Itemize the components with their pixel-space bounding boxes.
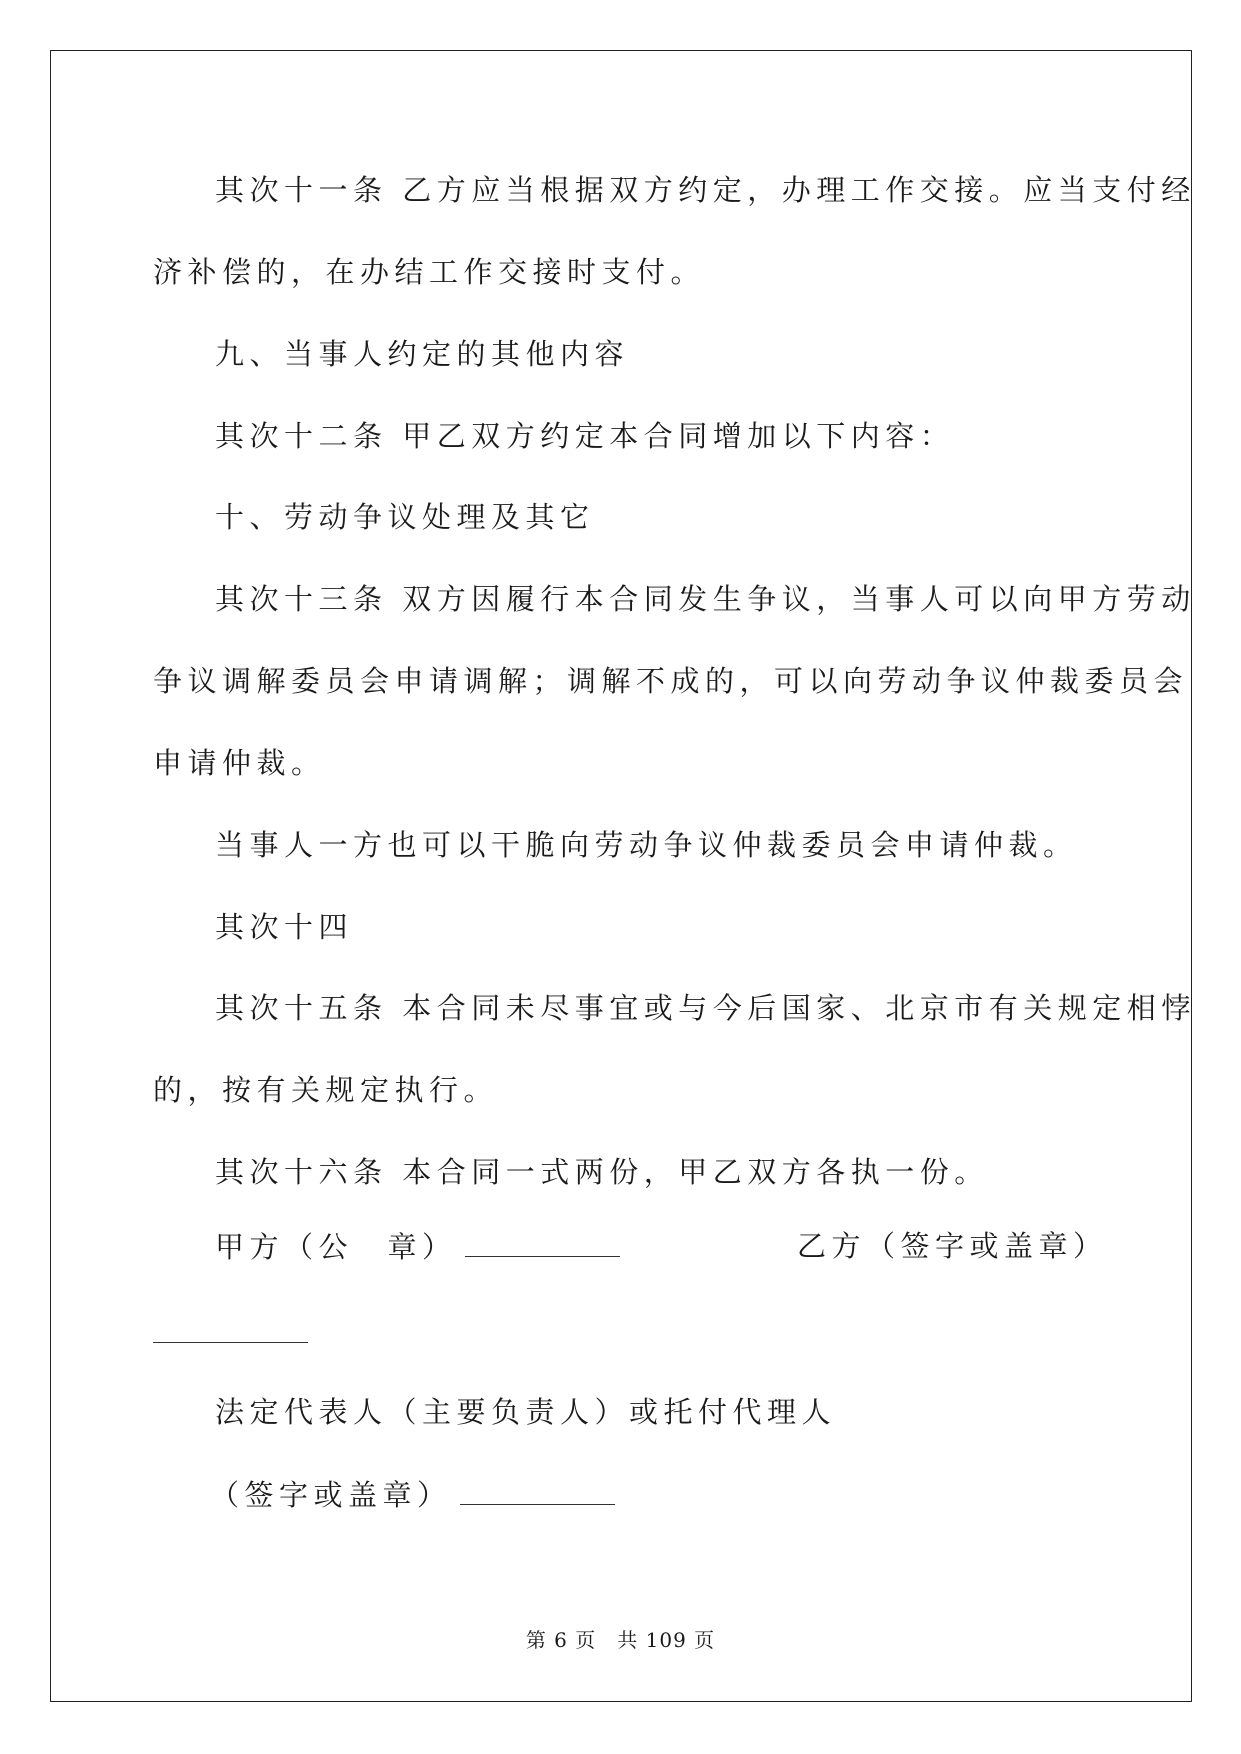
party-b-label: 乙方（签字或盖章） — [797, 1229, 1108, 1263]
sign-or-seal-label: （签字或盖章） — [210, 1478, 452, 1512]
party-a-signature — [215, 1232, 620, 1262]
article-13-line-1: 其次十三条 双方因履行本合同发生争议，当事人可以向甲方劳动 — [215, 582, 1196, 616]
section-9-heading: 九、当事人约定的其他内容 — [215, 337, 630, 371]
representative-signature — [210, 1480, 615, 1510]
party-a-blank — [465, 1232, 620, 1257]
section-10-heading: 十、劳动争议处理及其它 — [215, 500, 595, 534]
article-16: 其次十六条 本合同一式两份，甲乙双方各执一份。 — [215, 1155, 989, 1189]
article-12: 其次十二条 甲乙双方约定本合同增加以下内容： — [215, 419, 955, 453]
page-footer: 第 6 页 共 109 页 — [525, 1628, 716, 1652]
page-border — [50, 50, 1192, 1702]
party-b-blank — [153, 1342, 308, 1343]
article-15-line-1: 其次十五条 本合同未尽事宜或与今后国家、北京市有关规定相悖 — [215, 991, 1196, 1025]
article-15-line-2: 的，按有关规定执行。 — [153, 1073, 499, 1107]
party-a-label: 甲方（公 章） — [215, 1230, 457, 1264]
article-13-line-3: 申请仲裁。 — [153, 746, 326, 780]
arbitration-paragraph: 当事人一方也可以干脆向劳动争议仲裁委员会申请仲裁。 — [215, 828, 1078, 862]
article-11-line-2: 济补偿的，在办结工作交接时支付。 — [153, 255, 706, 289]
article-11-line-1: 其次十一条 乙方应当根据双方约定，办理工作交接。应当支付经 — [215, 173, 1196, 207]
article-14: 其次十四 — [215, 910, 354, 944]
article-13-line-2: 争议调解委员会申请调解；调解不成的，可以向劳动争议仲裁委员会 — [153, 664, 1189, 698]
representative-label: 法定代表人（主要负责人）或托付代理人 — [215, 1395, 837, 1429]
representative-blank — [460, 1480, 615, 1505]
